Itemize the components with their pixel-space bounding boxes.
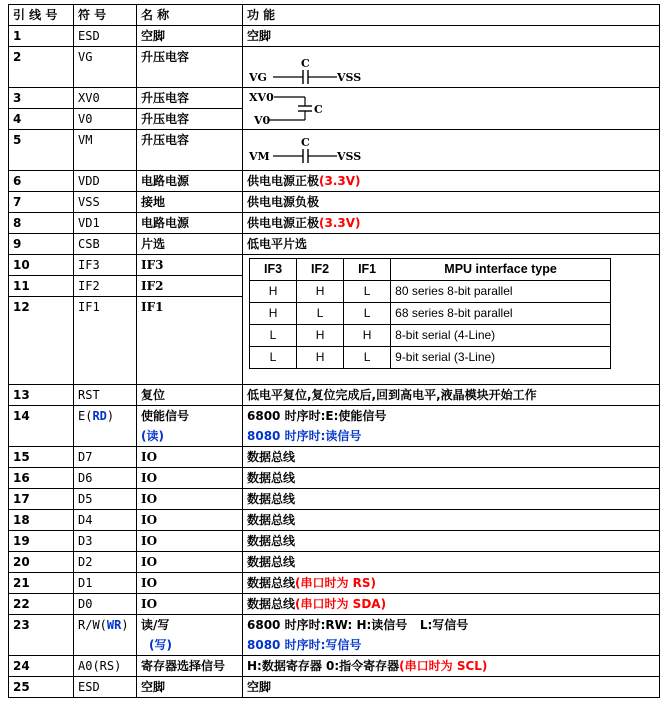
pin-number: 13 (9, 385, 74, 406)
pin-symbol: VSS (74, 192, 137, 213)
capacitor-vm-vss-diagram (247, 130, 607, 170)
capacitor-vg-vss-diagram (247, 47, 607, 87)
pin-name: 电路电源 (137, 213, 243, 234)
pin-name: 电路电源 (137, 171, 243, 192)
mpu-cell: L (344, 347, 391, 369)
table-header-row (9, 5, 660, 26)
pin-number: 3 (9, 88, 74, 109)
mpu-row (250, 281, 611, 303)
table-row (9, 489, 660, 510)
table-row (9, 406, 660, 447)
pin-symbol: D6 (74, 468, 137, 489)
mpu-cell-type: 8-bit serial (4-Line) (391, 325, 611, 347)
pin-function (243, 406, 660, 447)
pin-name: 升压电容 (137, 88, 243, 109)
pin-function (243, 213, 660, 234)
pin-function (243, 573, 660, 594)
pin-number: 10 (9, 255, 74, 276)
pin-name: IO (137, 552, 243, 573)
pin-function (243, 594, 660, 615)
name-line-1: 读/写 (141, 618, 170, 632)
pin-function: 空脚 (243, 677, 660, 698)
pin-number: 16 (9, 468, 74, 489)
table-row (9, 88, 660, 109)
pin-symbol: VG (74, 47, 137, 88)
pin-number: 18 (9, 510, 74, 531)
pin-symbol: VDD (74, 171, 137, 192)
mpu-cell: H (297, 325, 344, 347)
pin-function: 低电平片选 (243, 234, 660, 255)
mpu-cell: L (250, 325, 297, 347)
diagram-label-vss: VSS (337, 150, 362, 163)
header-symbol: 符 号 (74, 5, 137, 26)
table-row (9, 468, 660, 489)
pin-function: 供电电源负极 (243, 192, 660, 213)
pin-number: 12 (9, 297, 74, 385)
symbol-alt: RD (92, 409, 107, 423)
pin-name: 空脚 (137, 677, 243, 698)
diagram-label-vss: VSS (337, 71, 362, 84)
pin-function: 数据总线 (243, 447, 660, 468)
pin-number: 4 (9, 109, 74, 130)
pin-symbol: D7 (74, 447, 137, 468)
pin-name: 空脚 (137, 26, 243, 47)
pin-name: 升压电容 (137, 109, 243, 130)
table-row (9, 47, 660, 88)
pin-name: IO (137, 447, 243, 468)
pin-symbol: IF1 (74, 297, 137, 385)
pin-function: 数据总线 (243, 510, 660, 531)
serial-note: (串口时为 RS) (295, 576, 377, 590)
pin-number: 1 (9, 26, 74, 47)
pin-name: 接地 (137, 192, 243, 213)
voltage-note: (3.3V) (319, 174, 361, 188)
header-pin-no: 引 线 号 (9, 5, 74, 26)
mpu-header-if3: IF3 (250, 259, 297, 281)
pin-symbol: D5 (74, 489, 137, 510)
pin-symbol: ESD (74, 677, 137, 698)
pin-number: 20 (9, 552, 74, 573)
mpu-cell: L (344, 303, 391, 325)
pin-number: 7 (9, 192, 74, 213)
symbol-end: ) (121, 618, 129, 632)
pin-symbol: VD1 (74, 213, 137, 234)
pin-symbol: D1 (74, 573, 137, 594)
mpu-interface-cell (243, 255, 660, 385)
table-row (9, 447, 660, 468)
pin-symbol: VM (74, 130, 137, 171)
pin-name: 升压电容 (137, 47, 243, 88)
table-row (9, 552, 660, 573)
symbol-text: E( (78, 409, 93, 423)
pin-symbol: XV0 (74, 88, 137, 109)
diagram-label-xv0: XV0 (249, 91, 274, 104)
table-row (9, 615, 660, 656)
name-line-1: 使能信号 (141, 409, 190, 423)
pin-number: 22 (9, 594, 74, 615)
header-function: 功 能 (243, 5, 660, 26)
function-text: 数据总线 (247, 597, 296, 611)
table-row (9, 656, 660, 677)
pin-name: 寄存器选择信号 (137, 656, 243, 677)
pin-symbol: A0(RS) (74, 656, 137, 677)
pin-symbol: D4 (74, 510, 137, 531)
diagram-label-c: C (301, 57, 310, 70)
pin-symbol (74, 406, 137, 447)
pin-name: 复位 (137, 385, 243, 406)
pin-name: IO (137, 594, 243, 615)
pin-symbol: D3 (74, 531, 137, 552)
table-row (9, 594, 660, 615)
symbol-end: ) (106, 409, 115, 423)
diagram-label-c: C (301, 136, 310, 149)
pin-name: 升压电容 (137, 130, 243, 171)
mpu-cell-type: 9-bit serial (3-Line) (391, 347, 611, 369)
pin-number: 5 (9, 130, 74, 171)
capacitor-diagram-vg (243, 47, 660, 88)
pin-definition-table (8, 4, 660, 698)
pin-number: 2 (9, 47, 74, 88)
pin-number: 9 (9, 234, 74, 255)
mpu-cell: H (344, 325, 391, 347)
capacitor-diagram-vm (243, 130, 660, 171)
pin-name: IO (137, 531, 243, 552)
pin-name: 片选 (137, 234, 243, 255)
mpu-cell: H (297, 281, 344, 303)
mpu-row (250, 303, 611, 325)
name-line-2: (写) (149, 638, 172, 652)
mpu-cell-type: 68 series 8-bit parallel (391, 303, 611, 325)
pin-name: IO (137, 468, 243, 489)
function-line-1: 6800 时序时:E:使能信号 (247, 409, 387, 423)
function-text: 供电电源正极 (247, 216, 320, 230)
table-row (9, 192, 660, 213)
function-text: H:数据寄存器 0:指令寄存器 (247, 659, 400, 673)
pin-function (243, 171, 660, 192)
pin-name: IF1 (137, 297, 243, 385)
pin-symbol: ESD (74, 26, 137, 47)
mpu-cell: H (250, 281, 297, 303)
pin-function: 数据总线 (243, 531, 660, 552)
diagram-label-vm: VM (249, 150, 270, 163)
pin-name: IO (137, 573, 243, 594)
mpu-header-type: MPU interface type (391, 259, 611, 281)
mpu-interface-table (249, 258, 611, 369)
pin-function: 数据总线 (243, 489, 660, 510)
table-row (9, 171, 660, 192)
pin-number: 24 (9, 656, 74, 677)
table-row (9, 573, 660, 594)
serial-note: (串口时为 SDA) (295, 597, 387, 611)
mpu-cell: L (344, 281, 391, 303)
pin-function: 低电平复位,复位完成后,回到高电平,液晶模块开始工作 (243, 385, 660, 406)
function-line-2: 8080 时序时:写信号 (247, 638, 362, 652)
pin-symbol: IF3 (74, 255, 137, 276)
mpu-cell: H (250, 303, 297, 325)
table-row (9, 385, 660, 406)
table-row (9, 510, 660, 531)
pin-symbol: RST (74, 385, 137, 406)
serial-note: (串口时为 SCL) (399, 659, 488, 673)
pin-symbol: CSB (74, 234, 137, 255)
pin-name: IO (137, 510, 243, 531)
pin-number: 14 (9, 406, 74, 447)
diagram-label-c: C (314, 103, 323, 116)
function-text: 数据总线 (247, 576, 296, 590)
mpu-header-row (250, 259, 611, 281)
name-line-2: (读) (141, 429, 164, 443)
symbol-alt: WR (106, 618, 122, 632)
function-line-1: 6800 时序时:RW: H:读信号 L:写信号 (247, 618, 469, 632)
pin-symbol (74, 615, 137, 656)
table-row (9, 531, 660, 552)
table-row (9, 26, 660, 47)
pin-number: 11 (9, 276, 74, 297)
pin-number: 25 (9, 677, 74, 698)
header-name: 名 称 (137, 5, 243, 26)
pin-function: 数据总线 (243, 468, 660, 489)
pin-function (243, 615, 660, 656)
diagram-label-vg: VG (249, 71, 267, 84)
voltage-note: (3.3V) (319, 216, 361, 230)
table-row (9, 130, 660, 171)
mpu-cell: L (250, 347, 297, 369)
pin-name: IO (137, 489, 243, 510)
symbol-text: R/W( (78, 618, 107, 632)
pin-name (137, 406, 243, 447)
table-row (9, 677, 660, 698)
pin-name: IF2 (137, 276, 243, 297)
mpu-cell: L (297, 303, 344, 325)
capacitor-xv0-v0-diagram (247, 88, 607, 128)
mpu-row (250, 347, 611, 369)
pin-number: 15 (9, 447, 74, 468)
pin-symbol: IF2 (74, 276, 137, 297)
diagram-label-v0: V0 (254, 114, 271, 127)
pin-number: 19 (9, 531, 74, 552)
mpu-cell: H (297, 347, 344, 369)
pin-symbol: V0 (74, 109, 137, 130)
pin-symbol: D2 (74, 552, 137, 573)
table-row (9, 234, 660, 255)
pin-function: 空脚 (243, 26, 660, 47)
pin-number: 17 (9, 489, 74, 510)
function-line-2: 8080 时序时:读信号 (247, 429, 362, 443)
pin-number: 23 (9, 615, 74, 656)
pin-symbol: D0 (74, 594, 137, 615)
pin-name: IF3 (137, 255, 243, 276)
pin-number: 6 (9, 171, 74, 192)
pin-number: 8 (9, 213, 74, 234)
mpu-header-if2: IF2 (297, 259, 344, 281)
table-row (9, 255, 660, 276)
pin-name (137, 615, 243, 656)
cropped-text-bottom (0, 719, 670, 725)
pin-function: 数据总线 (243, 552, 660, 573)
pin-function (243, 656, 660, 677)
mpu-cell-type: 80 series 8-bit parallel (391, 281, 611, 303)
capacitor-diagram-xv0-v0 (243, 88, 660, 130)
pin-number: 21 (9, 573, 74, 594)
table-row (9, 213, 660, 234)
mpu-header-if1: IF1 (344, 259, 391, 281)
function-text: 供电电源正极 (247, 174, 320, 188)
mpu-row (250, 325, 611, 347)
